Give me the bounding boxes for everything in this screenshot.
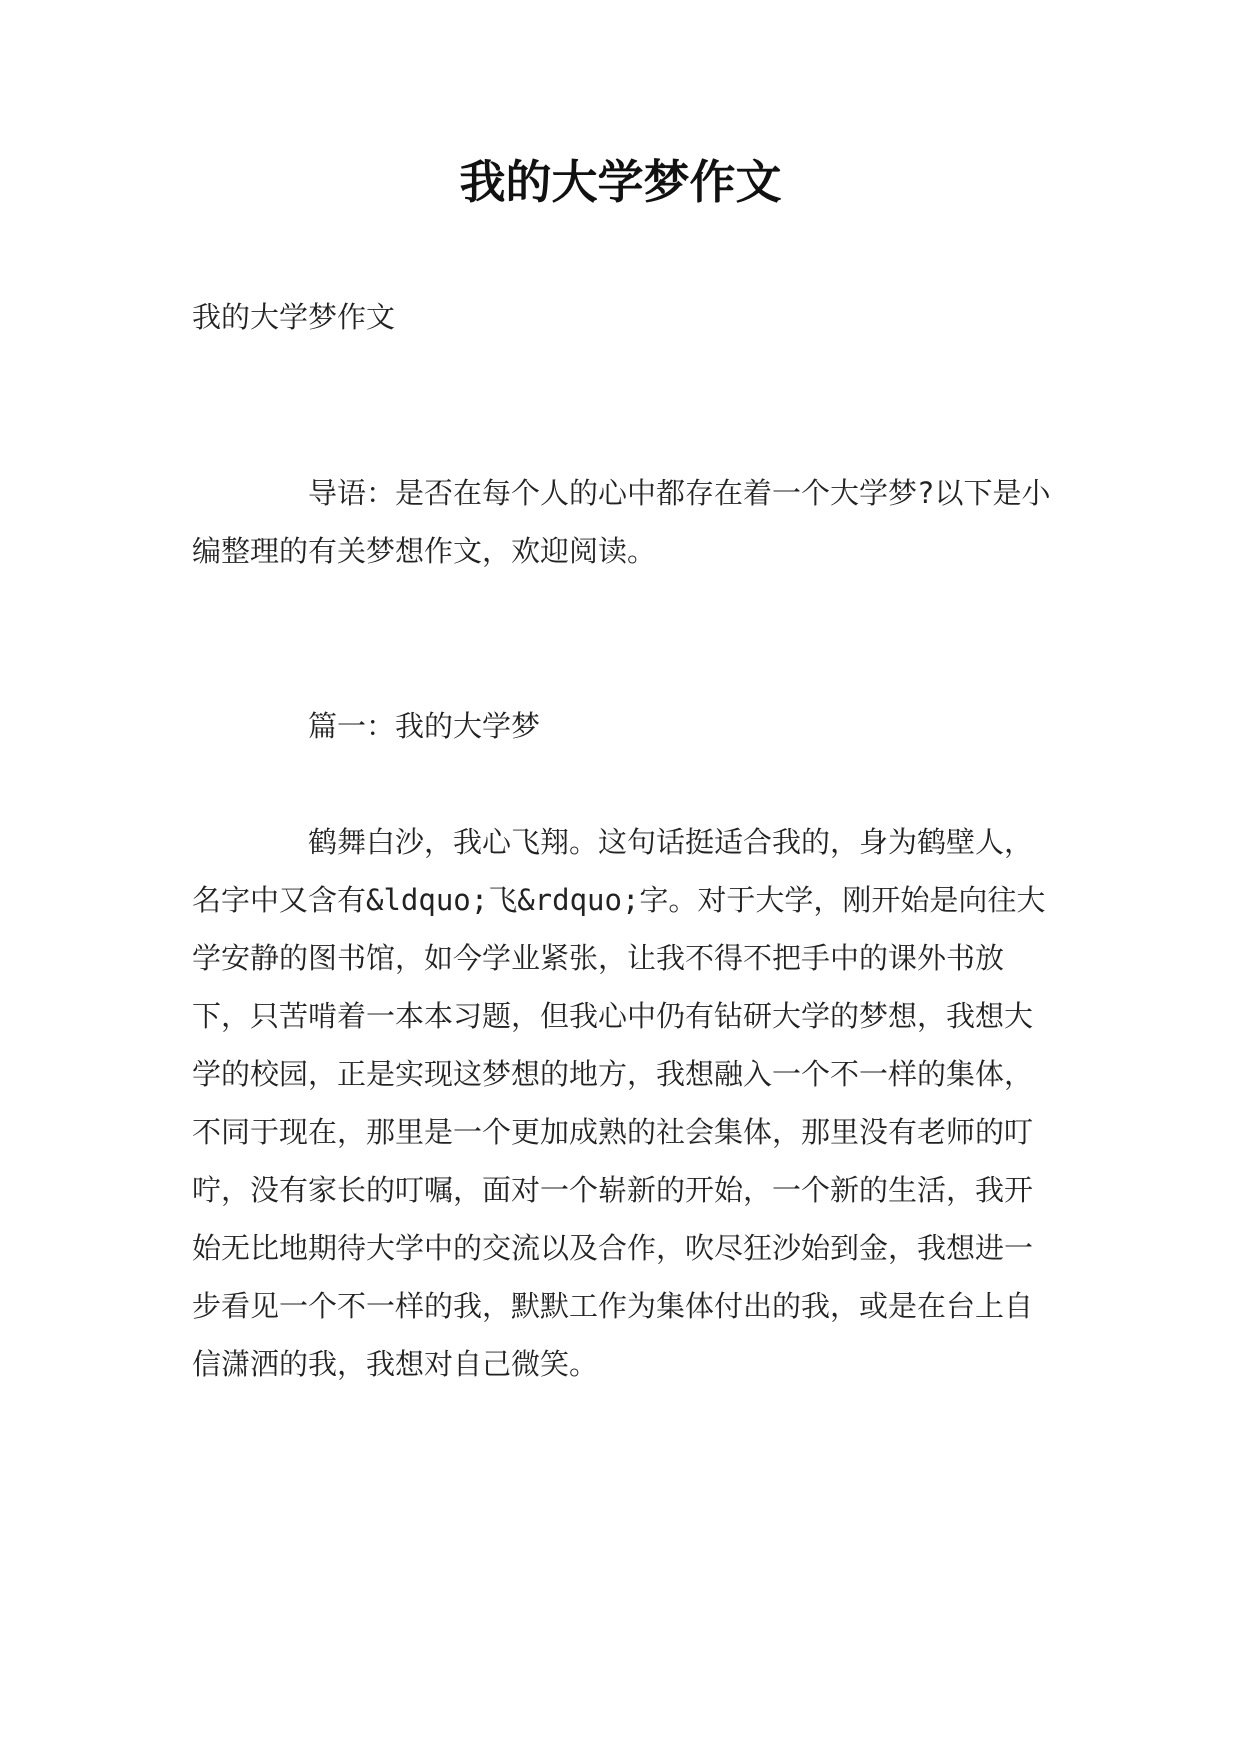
intro-paragraph: 导语：是否在每个人的心中都存在着一个大学梦?以下是小编整理的有关梦想作文，欢迎阅读。: [192, 476, 1051, 568]
section-heading: 篇一：我的大学梦: [308, 709, 541, 743]
document-subtitle: 我的大学梦作文: [192, 300, 396, 334]
document-title: 我的大学梦作文: [459, 155, 782, 209]
essay-paragraph: 鹤舞白沙，我心飞翔。这句话挺适合我的，身为鹤壁人，名字中又含有&ldquo;飞&rdquo;字。对于大学，刚开始是向往大学安静的图书馆，如今学业紧张，让我不得不把手中的课外书放下，只苦啃着一本本习题，但我心中仍有钻研大学的梦想，我想大学的校园，正是实现这梦想的地方，我想融入一个不一样的集体，不同于现在，那里是一个更加成熟的社会集体，那里没有老师的叮咛，没有家长的叮嘱，面对一个崭新的开始，一个新的生活，我开始无比地期待大学中的交流以及合作，吹尽狂沙始到金，我想进一步看见一个不一样的我，默默工作为集体付出的我，或是在台上自信潇洒的我，我想对自己微笑。: [192, 825, 1046, 1381]
